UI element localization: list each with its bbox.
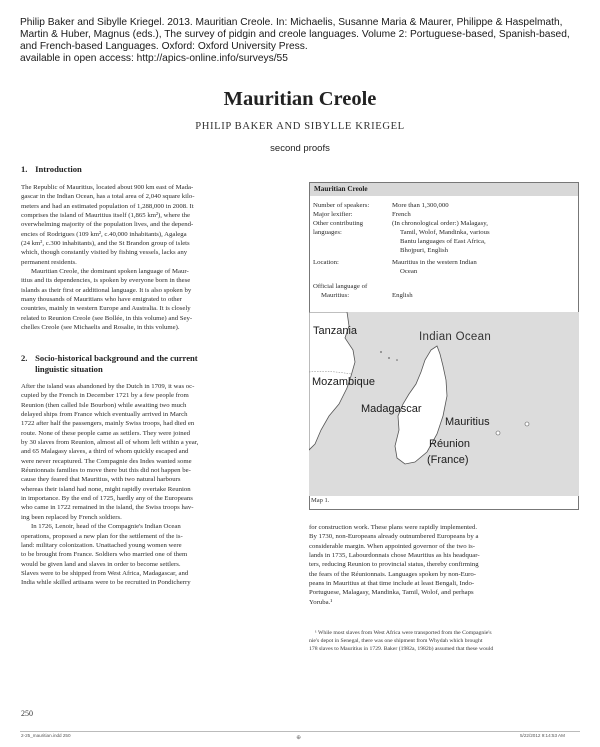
citation-url-line[interactable]: available in open access: http://apics-online.info/surveys/55 [20, 53, 288, 65]
section-heading-history [21, 353, 198, 374]
citation-block [20, 17, 590, 65]
map-label-tanzania: Tanzania [313, 325, 358, 337]
citation-line: and French-based Languages. Oxford: Oxford University Press. [20, 41, 308, 53]
map-caption: Map 1. [311, 497, 330, 504]
slug-timestamp: 5/22/2012 9:14:53 AM [520, 733, 565, 738]
citation-line: Martin & Huber, Magnus (eds.), The survey of pidgin and creole languages. Volume 2: Portuguese-based, Spanish-based, [20, 29, 570, 41]
map-label-madagascar: Madagascar [361, 403, 422, 415]
chapter-authors: PHILIP BAKER AND SIBYLLE KRIEGEL [195, 121, 405, 132]
location-map [309, 312, 579, 496]
intro-paragraph-2: Mauritian Creole, the dominant spoken language of Maur- itius and its dependencies, is spoken by everyone born in these islands as their first or additional language. It is also spoken by many thousands of Mauritians who have emigrated to other countries, mainly in western Europe and Australia. It is closely related to Reunion Creole (see Bollée, in this volume) and Sey- chelles Creole (see Michaelis and Rosalie, in this volume). [21, 268, 193, 332]
section-title: Introduction [35, 164, 82, 174]
island-reunion [496, 431, 500, 435]
registration-mark-icon: ⊕ [296, 735, 302, 741]
map-label-indian-ocean: Indian Ocean [419, 331, 492, 343]
section-heading-introduction [21, 164, 82, 175]
history-paragraph-2: In 1726, Lenoir, head of the Compagnie's Indian Ocean operations, proposed a new plan for the settlement of the is- land: military colonization. Unattached young women were to be brought from France. Soldiers who married one of them would be given land and slaves in order to become settlers. Slaves were to be shipped from West Africa, Madagascar, and India while skilled artisans were to be recruited in Pondicherry [21, 523, 191, 587]
section-number: 2. [21, 353, 28, 363]
map-label-mozambique: Mozambique [312, 376, 375, 388]
section-title-line: Socio-historical background and the current [35, 353, 198, 363]
proofs-note: second proofs [270, 143, 330, 154]
history-paragraph-1: After the island was abandoned by the Dutch in 1709, it was oc- cupied by the French in December 1721 by a few people from Reunion (then called Isle Bourbon) while awaiting two much delayed ships from France which eventually arrived in March 1722 after half the passengers, mainly Swiss troops, had died en route. None of these people came as settlers. They were joined by 30 slaves from Reunion, almost all of whom left within a year, and 65 Malagasy slaves, a third of whom quickly escaped and were never recaptured. The Compagnie des Indes wanted some Réunionnais families to move there but this did not happen be- cause they feared that Mauritius, with two natural harbours whereas their island had none, might rapidly overtake Reunion in importance. By the end of 1725, hardly any of the Europeans who came in 1722 remained in the island, the Swiss troops hav- ing been replaced by French soldiers. [21, 383, 199, 521]
map-label-france: (France) [427, 454, 469, 466]
island-comoros-1 [380, 351, 382, 353]
page-number: 250 [21, 709, 33, 718]
citation-line: Philip Baker and Sibylle Kriegel. 2013. Mauritian Creole. In: Michaelis, Susanne Maria & Maurer, Philippe & Haspelmath, [20, 17, 563, 28]
section-number: 1. [21, 164, 28, 174]
island-comoros-3 [396, 359, 398, 361]
map-label-reunion: Réunion [429, 438, 470, 450]
history-column [21, 382, 295, 588]
section-title-line: linguistic situation [35, 363, 103, 374]
map-label-mauritius: Mauritius [445, 416, 490, 428]
island-comoros-2 [388, 357, 390, 359]
infobox-heading: Mauritian Creole [310, 183, 578, 196]
chapter-title: Mauritian Creole [223, 88, 377, 110]
footnote: ¹ While most slaves from West Africa were transported from the Compagnie's nie's depot in Senegal, there was one shipment from Whydah which brought 178 slaves to Mauritius in 1729. Baker (1982a, 1982b) assumed that these would [309, 630, 494, 652]
history-continuation [309, 523, 579, 607]
slug-filename: 2-25_mauritian.indd 250 [21, 733, 71, 738]
language-infobox: Mauritian Creole Number of speakers: More than 1,300,000 Major lexifier: French Other contributing (In chronological order:) Malagasy, languages: Tamil, Wolof, Mandinka, various Bantu languages of East Africa, Bhojpuri, English Location: Mauritius in the western Indian Ocean Official language of Mauritius: English [309, 182, 579, 510]
intro-paragraph-1: The Republic of Mauritius, located about 900 km east of Mada- gascar in the Indian Ocean, has a total area of 2,040 square kilo- meters and had an estimated population of 1,288,000 in 2008. It comprises the island of Mauritius itself (1,865 km²), where the overwhelming majority of the population lives, and the depend- encies of Rodrigues (109 km², c.40,000 inhabitants), Agalega (24 km², c.300 inhabitants), and the St Brandon group of islets which, though constantly visited by fishing vessels, lacks any permanent residents. [21, 184, 195, 266]
slug-rule [20, 731, 580, 732]
history-paragraph-3: for construction work. These plans were rapidly implemented. By 1730, non-Europeans already outnumbered Europeans by a considerable margin. When appointed governor of the two is- lands in 1735, Labourdonnais chose Mauritius as his headquar- ters, reducing Reunion to provincial status, thereby confirming the fears of the Réunionnais. Languages spoken by non-Euro- peans in Mauritius at that time include at least Bengali, Indo- Portuguese, Malagasy, Mandinka, Tamil, Wolof, and perhaps Yoruba.¹ [309, 524, 480, 606]
intro-column [21, 183, 295, 333]
island-mauritius [525, 422, 529, 426]
